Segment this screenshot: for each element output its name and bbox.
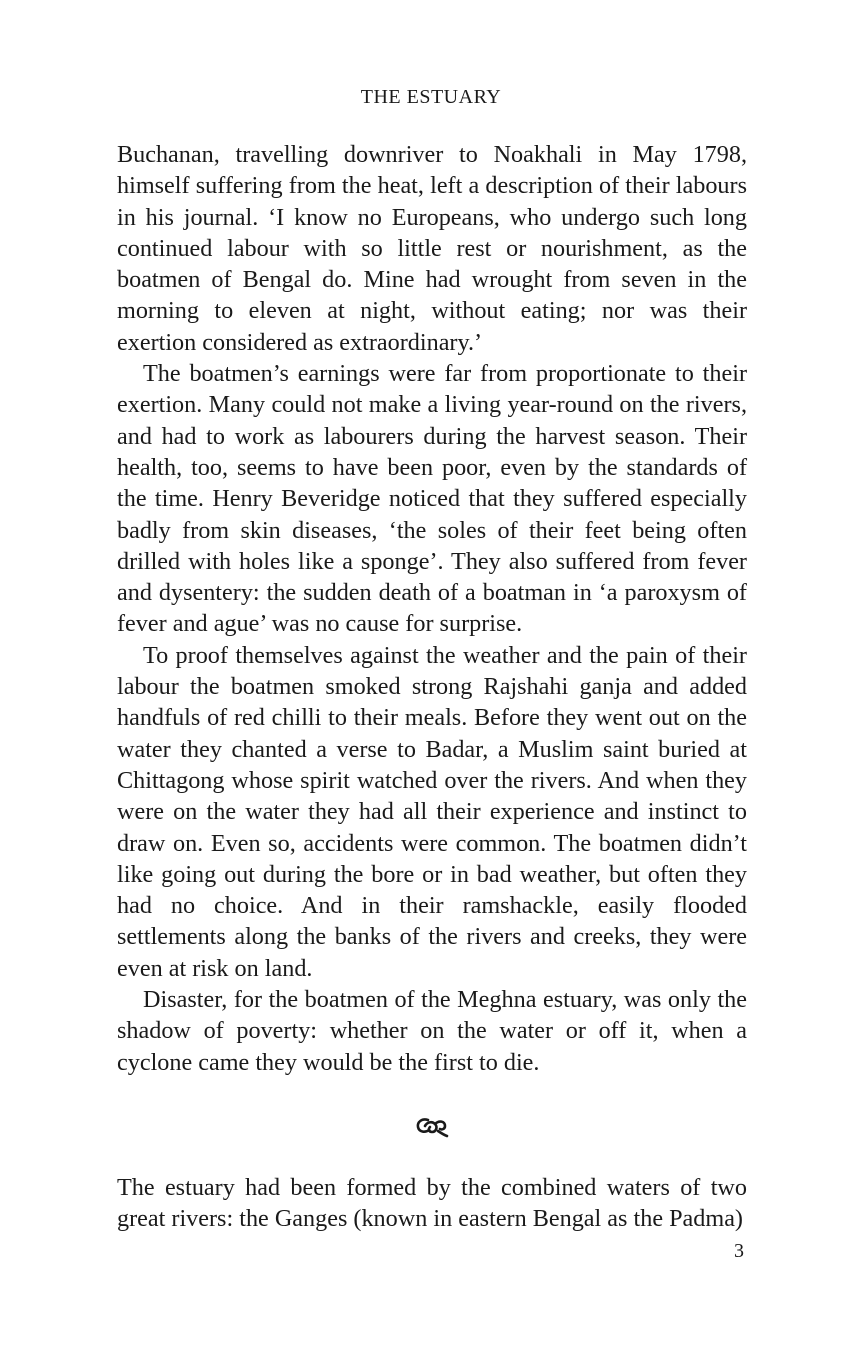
running-head: THE ESTUARY [360,86,502,108]
section-break [117,1078,747,1172]
paragraph: To proof themselves against the weather and the pain of their labour the boatmen smoked strong Rajshahi ganja and added handfuls of red chilli to their meals. Before they went out on the water they chanted a verse to Badar, a Muslim saint buried at Chittagong whose spirit watched over the rivers. And when they were on the water they had all their experience and instinct to draw on. Even so, accidents were common. The boatmen didn’t like going out during the bore or in bad weather, but often they had no choice. And in their ramshackle, easily flooded settlements along the banks of the rivers and creeks, they were even at risk on land. [117,641,747,982]
paragraph: Buchanan, travelling downriver to Noakhali in May 1798, himself suffering from the heat, left a description of their labours in his journal. ‘I know no Europeans, who undergo such long continued labour with so little rest or nourishment, as the boatmen of Bengal do. Mine had wrought from seven in the morning to eleven at night, without eating; nor was their exertion considered as extraordinary.’ [117,141,747,356]
paragraph: The boatmen’s earnings were far from proportionate to their exertion. Many could not make a living year-round on the rivers, and had to work as labourers during the harvest season. Their health, too, seems to have been poor, even by the standards of the time. Henry Beveridge noticed that they suffered especially badly from skin diseases, ‘the soles of their feet being often drilled with holes like a sponge’. They also suffered from fever and dysentery: the sudden death of a boatman in ‘a paroxysm of fever and ague’ was no cause for surprise. [117,360,747,638]
section-break-ornament-icon [414,1114,450,1138]
body-text [117,139,747,1234]
page-number: 3 [734,1240,744,1262]
paragraph: Disaster, for the boatmen of the Meghna estuary, was only the shadow of poverty: whether on the water or off it, when a cyclone came they would be the first to die. [117,986,747,1076]
paragraph: The estuary had been formed by the combined waters of two great rivers: the Ganges (known in eastern Bengal as the Padma) [117,1173,747,1233]
